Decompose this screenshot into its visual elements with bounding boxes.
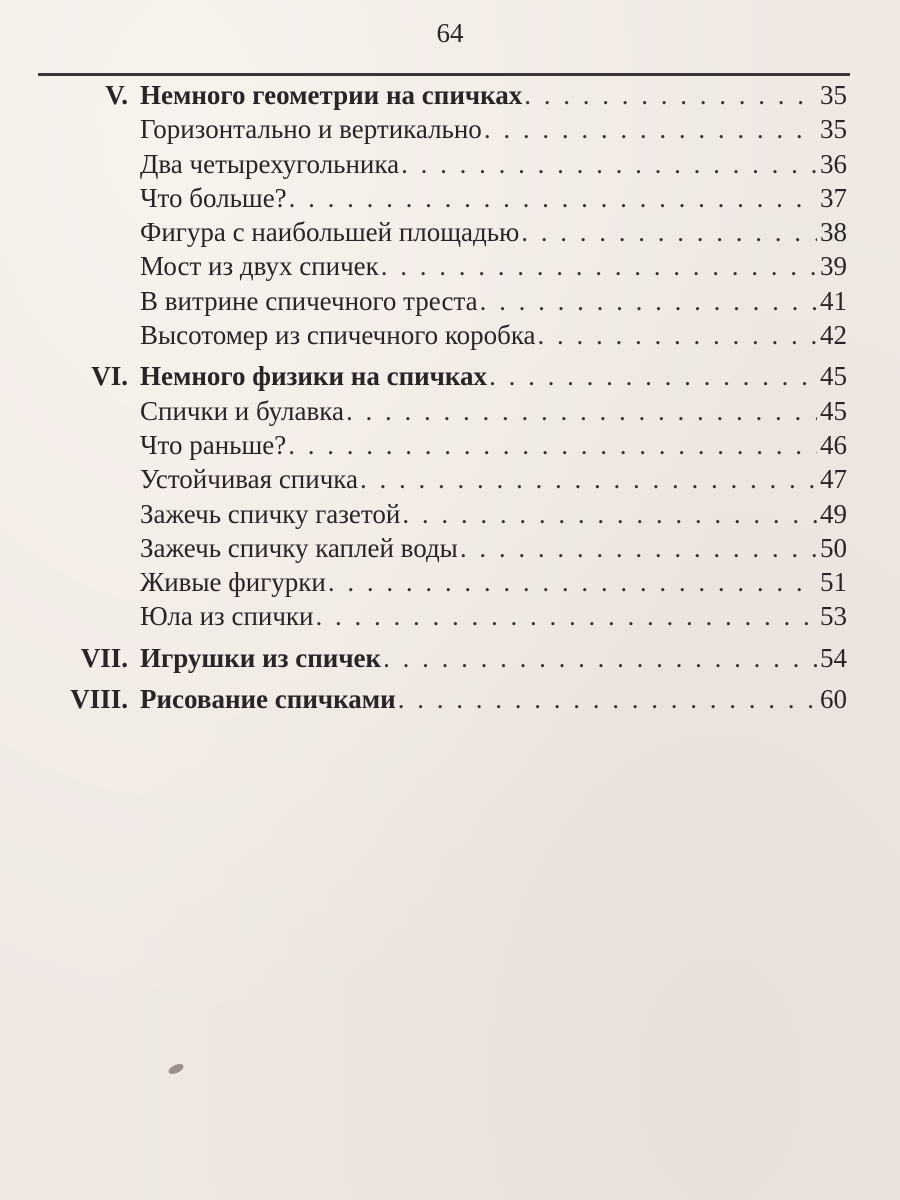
page-ref: 35 <box>820 80 847 110</box>
dot-leader <box>360 464 817 495</box>
chapter-title: Немного физики на спичках <box>140 361 488 392</box>
toc-item[interactable] <box>62 533 847 567</box>
dot-leader <box>489 361 817 392</box>
toc-item[interactable] <box>62 464 847 498</box>
item-title: Два четырехугольника <box>140 148 400 179</box>
item-title: Спички и булавка <box>140 395 344 426</box>
chapter-title: Игрушки из спичек <box>140 642 382 673</box>
page-ref: 53 <box>820 601 847 632</box>
toc-item[interactable] <box>62 320 847 354</box>
page-ref: 37 <box>820 182 847 213</box>
item-title: Фигура с наибольшей площадью <box>140 217 520 248</box>
page-ref: 35 <box>820 114 847 145</box>
page-ref: 51 <box>820 567 847 598</box>
toc-item[interactable] <box>62 286 847 320</box>
item-title: Живые фигурки <box>140 567 326 598</box>
chapter-title: Рисование спичками <box>140 684 396 715</box>
item-title: Что больше? <box>140 182 287 213</box>
toc-chapter-viii[interactable] <box>62 684 847 718</box>
page-number: 64 <box>436 18 464 48</box>
item-title: Мост из двух спичек <box>140 251 379 282</box>
chapter-title: Немного геометрии на спичках <box>140 80 523 110</box>
dot-leader <box>316 601 818 632</box>
page-ref: 36 <box>820 148 847 179</box>
dot-leader <box>480 286 817 317</box>
item-title: Горизонтально и вертикально <box>140 114 482 145</box>
toc-chapter-vi[interactable] <box>62 361 847 395</box>
toc-item[interactable] <box>62 251 847 285</box>
page-ref: 42 <box>820 320 847 351</box>
toc-item[interactable] <box>62 396 847 430</box>
item-title: Высотомер из спичечного коробка <box>140 320 536 351</box>
chapter-numeral: VIII. <box>70 684 128 715</box>
toc-item[interactable] <box>62 217 847 251</box>
section-gap <box>62 677 847 684</box>
dot-leader <box>521 217 817 248</box>
dot-leader <box>460 533 817 564</box>
page-ref: 41 <box>820 285 847 316</box>
header-rule <box>38 73 850 76</box>
toc-item[interactable] <box>62 499 847 533</box>
chapter-numeral: V. <box>105 80 128 110</box>
toc-item[interactable] <box>62 114 847 148</box>
toc-item[interactable] <box>62 183 847 217</box>
page-ref: 45 <box>820 361 847 392</box>
page-ref: 38 <box>820 217 847 248</box>
dot-leader <box>401 149 817 180</box>
table-of-contents <box>62 80 847 718</box>
dot-leader <box>328 567 817 598</box>
dot-leader <box>381 251 817 282</box>
dot-leader <box>484 114 817 145</box>
dot-leader <box>538 320 817 351</box>
page-ref: 45 <box>820 395 847 426</box>
section-gap <box>62 636 847 643</box>
page-ref: 46 <box>820 429 847 460</box>
dot-leader <box>398 684 817 715</box>
dot-leader <box>288 430 817 461</box>
toc-item[interactable] <box>62 149 847 183</box>
item-title: Зажечь спичку каплей воды <box>140 532 458 563</box>
dot-leader <box>289 183 817 214</box>
dot-leader <box>383 643 817 674</box>
page-ref: 47 <box>820 464 847 495</box>
page-ref: 54 <box>820 642 847 673</box>
page-ref: 50 <box>820 532 847 563</box>
ink-stain <box>167 1062 185 1076</box>
item-title: В витрине спичечного треста <box>140 285 478 316</box>
item-title: Зажечь спичку газетой <box>140 498 401 529</box>
toc-item[interactable] <box>62 430 847 464</box>
toc-chapter-vii[interactable] <box>62 643 847 677</box>
item-title: Что раньше? <box>140 429 287 460</box>
toc-item[interactable] <box>62 567 847 601</box>
item-title: Юла из спички <box>140 601 314 632</box>
page-ref: 49 <box>820 498 847 529</box>
section-gap <box>62 354 847 361</box>
dot-leader <box>346 396 817 427</box>
dot-leader <box>402 499 817 530</box>
item-title: Устойчивая спичка <box>140 464 358 495</box>
toc-item[interactable] <box>62 601 847 635</box>
page-ref: 60 <box>820 684 847 715</box>
chapter-numeral: VII. <box>80 642 128 673</box>
toc-chapter-v[interactable] <box>62 80 847 114</box>
page-ref: 39 <box>820 251 847 282</box>
dot-leader <box>524 80 817 111</box>
chapter-numeral: VI. <box>91 361 128 392</box>
